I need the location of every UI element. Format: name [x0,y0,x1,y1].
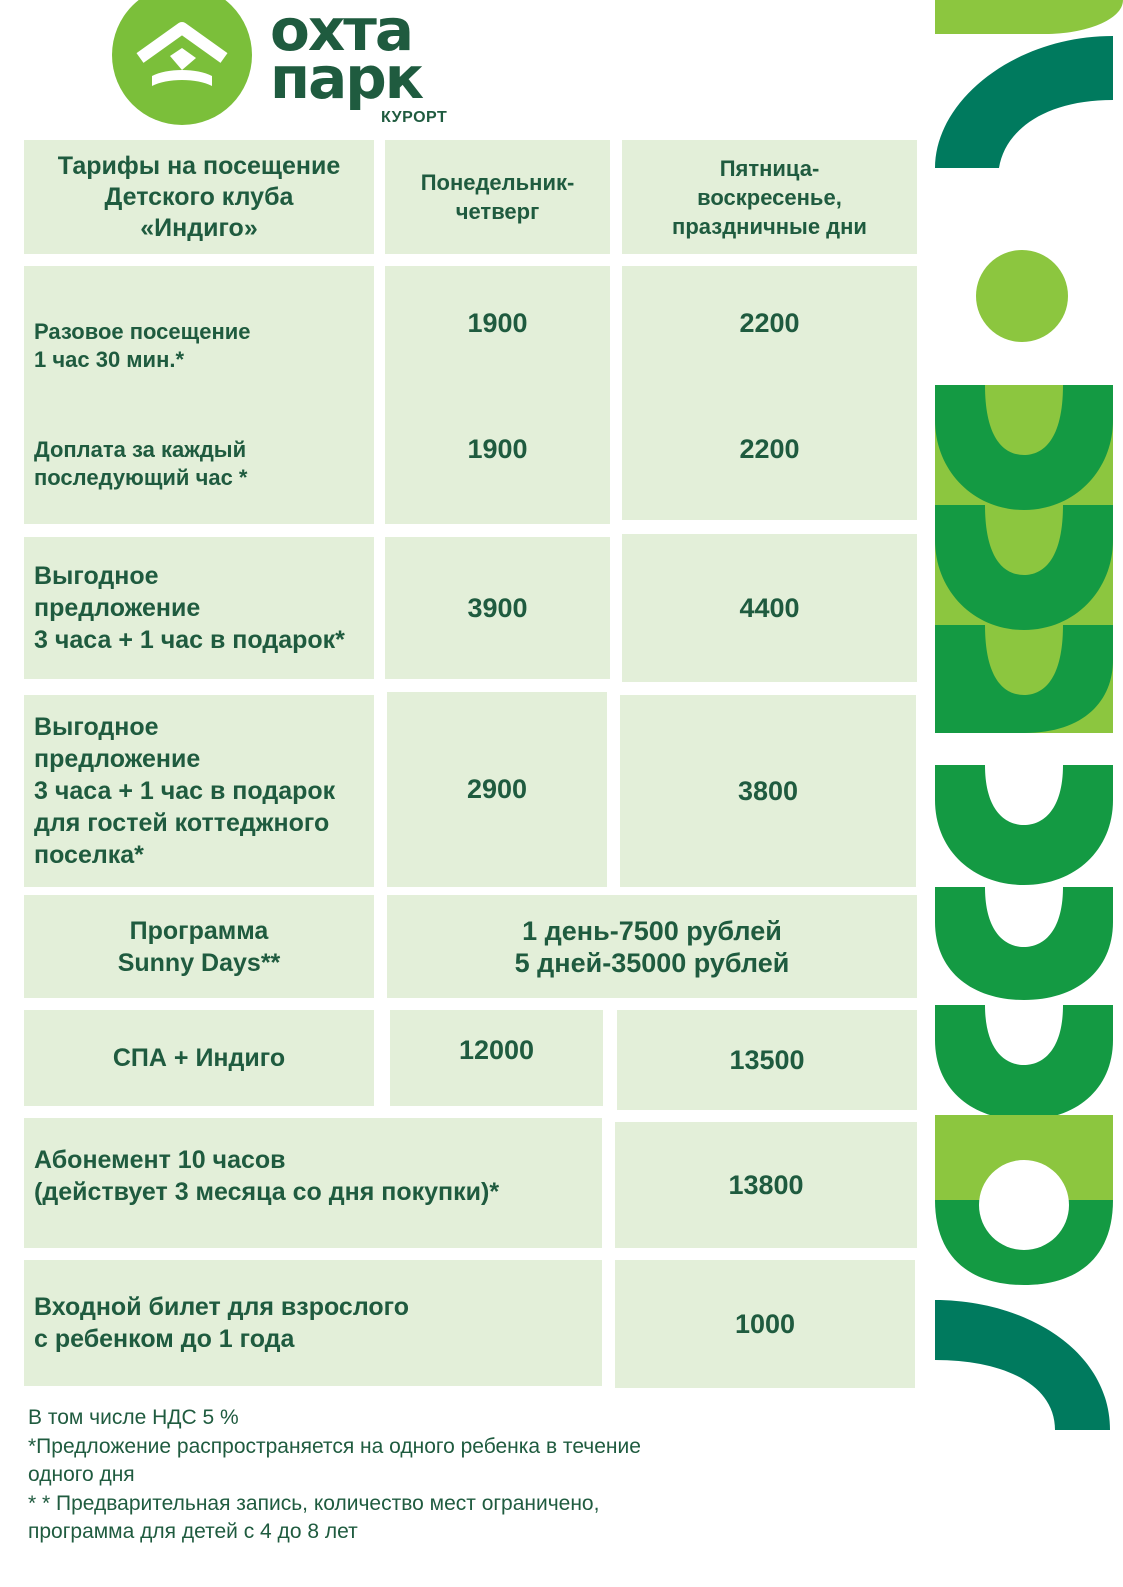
single-visit-weekend-price: 2200 [739,308,800,338]
table-row-single-extra-weekday [385,266,610,524]
spa-weekend-cell [617,1010,917,1110]
decorative-pattern-icon [935,0,1123,1587]
spa-label: СПА + Индиго [112,1044,286,1072]
adult-ticket-value-cell [615,1260,915,1388]
spa-label-cell [24,1010,374,1106]
sunny-days-value: 1 день-7500 рублей 5 дней-35000 рублей [514,915,790,978]
offer1-weekday-price: 3900 [467,592,528,623]
offer2-weekend-cell [620,695,916,887]
footnote-vat: В том числе НДС 5 % [28,1406,239,1429]
offer1-weekend-price: 4400 [739,592,800,623]
single-visit-label: Разовое посещение 1 час 30 мин.* [34,319,251,372]
offer2-label: Выгодное предложение 3 часа + 1 час в подарок для гостей коттеджного поселка* [34,713,336,869]
footnotes [28,1404,908,1547]
adult-ticket-price: 1000 [734,1308,796,1339]
footnote-1: *Предложение распространяется на одного ребенка в течение одного дня [28,1434,641,1486]
subscription-value-cell [615,1122,917,1248]
sunny-days-label-cell [24,895,374,998]
offer2-label-cell [24,695,374,887]
header-weekend-text: Пятница- воскресенье, праздничные дни [672,155,867,239]
offer1-weekday-cell [385,537,610,679]
header-weekday-text: Понедельник- четверг [420,170,575,224]
offer2-weekday-price: 2900 [466,774,528,804]
subscription-label: Абонемент 10 часов (действует 3 месяца со дня покупки)* [34,1146,500,1206]
subscription-label-cell [24,1118,602,1248]
sunny-days-value-cell [387,895,917,998]
offer1-weekend-cell [622,534,917,682]
offer2-weekend-price: 3800 [737,775,799,806]
brand-name-line1: охта [270,0,413,64]
spa-weekend-price: 13500 [729,1044,805,1075]
subscription-price: 13800 [728,1169,804,1200]
adult-ticket-label-cell [24,1260,602,1386]
adult-ticket-label: Входной билет для взрослого с ребенком до 1 года [34,1293,409,1353]
table-header-title [24,140,374,254]
spa-weekday-cell [390,1010,603,1106]
extra-hour-label: Доплата за каждый последующий час * [34,437,248,490]
table-row-single-extra-weekend [622,266,917,520]
offer1-label-cell [24,537,374,679]
table-row-single-extra-label [24,266,374,524]
offer2-weekday-cell [387,692,607,887]
header-title-text: Тарифы на посещение Детского клуба «Индиго» [57,151,341,242]
brand-name-line2: парк [270,44,423,112]
table-header-weekend [622,140,917,254]
footnote-2: * * Предварительная запись, количество мест ограничено, программа для детей с 4 до 8 лет [28,1491,600,1543]
offer1-label: Выгодное предложение 3 часа + 1 час в подарок* [34,562,345,654]
spa-weekday-price: 12000 [458,1035,535,1065]
extra-hour-weekday-price: 1900 [467,434,528,464]
table-header-weekday [385,140,610,254]
sunny-days-label: Программа Sunny Days** [117,916,281,977]
brand-subtitle: КУРОРТ [381,109,448,126]
single-visit-weekday-price: 1900 [467,308,528,338]
extra-hour-weekend-price: 2200 [739,434,800,464]
